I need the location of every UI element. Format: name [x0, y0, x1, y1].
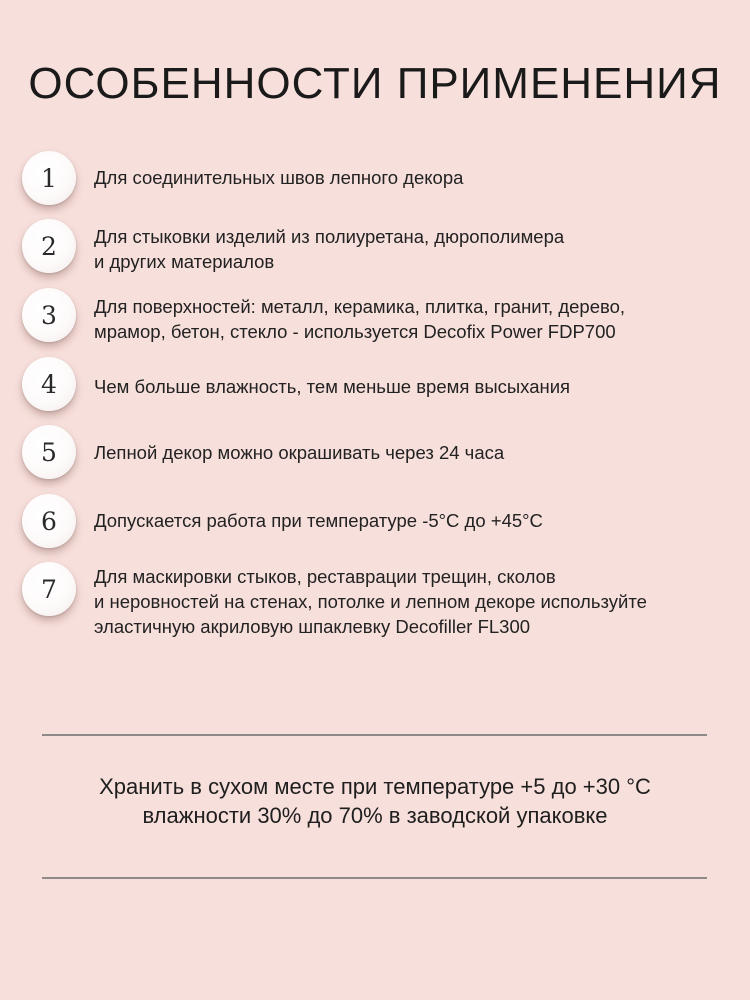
number-badge: 6	[22, 494, 76, 548]
item-text	[94, 374, 734, 399]
item-text-line: Для соединительных швов лепного декора	[94, 167, 464, 188]
item-text-line: Для маскировки стыков, реставрации трещин, сколов	[94, 566, 556, 587]
number-badge: 2	[22, 219, 76, 273]
page-title: ОСОБЕННОСТИ ПРИМЕНЕНИЯ	[28, 59, 722, 108]
item-text-line: Допускается работа при температуре -5°С до +45°С	[94, 510, 543, 531]
item-text-line: Для стыковки изделий из полиуретана, дюрополимера	[94, 226, 565, 247]
item-text-line: мрамор, бетон, стекло - используется Decofix Power FDP700	[94, 321, 616, 342]
item-text-line: Для поверхностей: металл, керамика, плитка, гранит, дерево,	[94, 296, 626, 317]
bottom-divider	[42, 877, 707, 879]
item-text-line: Чем больше влажность, тем меньше время высыхания	[94, 376, 571, 397]
item-text	[94, 440, 734, 465]
number-badge: 5	[22, 425, 76, 479]
number-badge: 3	[22, 288, 76, 342]
item-text-line: и других материалов	[94, 251, 275, 272]
item-text	[94, 564, 734, 639]
item-text-line: Лепной декор можно окрашивать через 24 часа	[94, 442, 505, 463]
storage-conditions	[0, 772, 750, 830]
number-badge: 4	[22, 357, 76, 411]
item-text	[94, 165, 734, 190]
top-divider	[42, 734, 707, 736]
item-text	[94, 224, 734, 274]
item-text	[94, 508, 734, 533]
number-badge: 7	[22, 562, 76, 616]
item-text-line: и неровностей на стенах, потолке и лепном декоре используйте	[94, 591, 647, 612]
item-text-line: эластичную акриловую шпаклевку Decofiller FL300	[94, 616, 531, 637]
storage-line: Хранить в сухом месте при температуре +5 до +30 °С	[99, 774, 651, 799]
item-text	[94, 294, 734, 344]
number-badge: 1	[22, 151, 76, 205]
storage-line: влажности 30% до 70% в заводской упаковке	[142, 803, 608, 828]
